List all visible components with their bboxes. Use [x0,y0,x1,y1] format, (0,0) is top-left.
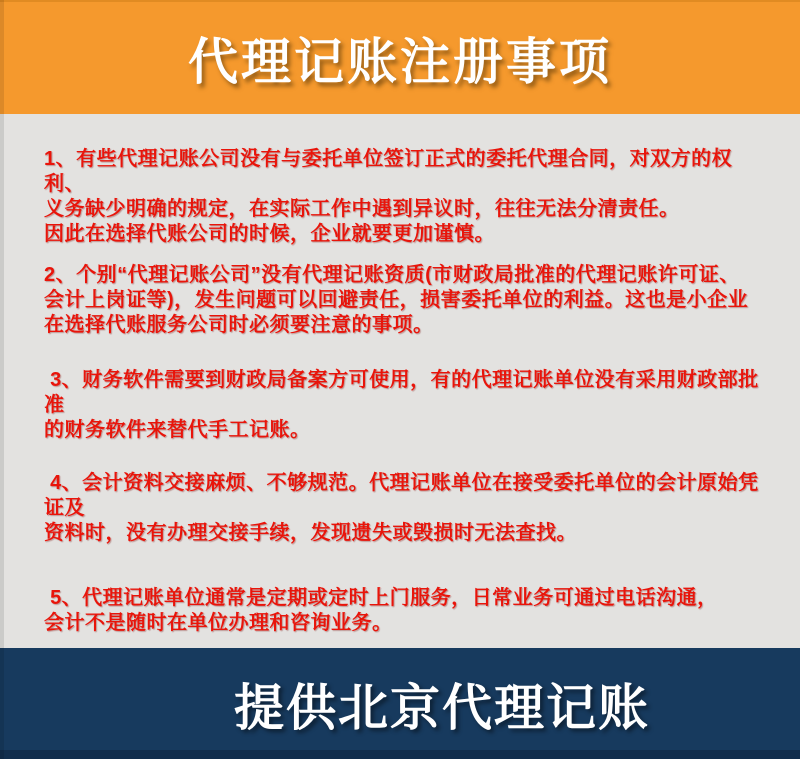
header-banner [0,0,800,114]
text-line: 资料时，没有办理交接手续，发现遗失或毁损时无法查找。 [44,522,577,544]
text-line: 在选择代账服务公司时必须要注意的事项。 [44,314,434,336]
footer-title: 提供北京代理记账 [234,679,650,736]
text-line: 的财务软件来替代手工记账。 [44,419,311,441]
point-3 [44,368,764,443]
point-5 [44,586,764,636]
text-line: 5、代理记账单位通常是定期或定时上门服务，日常业务可通过电话沟通， [44,587,718,609]
text-line: 3、财务软件需要到财政局备案方可使用，有的代理记账单位没有采用财政部批准 [44,369,759,416]
point-2 [44,263,764,338]
text-line: 义务缺少明确的规定，在实际工作中遇到异议时，往往无法分清责任。 [44,198,680,220]
text-line: 2、个别“代理记账公司”没有代理记账资质(市财政局批准的代理记账许可证、 [44,264,740,286]
text-line: 4、会计资料交接麻烦、不够规范。代理记账单位在接受委托单位的会计原始凭证及 [44,472,759,519]
point-1 [44,147,764,247]
footer-banner [0,648,800,759]
point-4 [44,471,764,546]
text-line: 因此在选择代账公司的时候，企业就要更加谨慎。 [44,223,495,245]
text-line: 1、有些代理记账公司没有与委托单位签订正式的委托代理合同，对双方的权利、 [44,148,733,195]
text-line: 会计上岗证等)，发生问题可以回避责任，损害委托单位的利益。这也是小企业 [44,289,749,311]
content-area [0,114,800,648]
text-line: 会计不是随时在单位办理和咨询业务。 [44,612,393,634]
page-title: 代理记账注册事项 [188,34,612,90]
footer-bottom-strip [0,750,800,759]
